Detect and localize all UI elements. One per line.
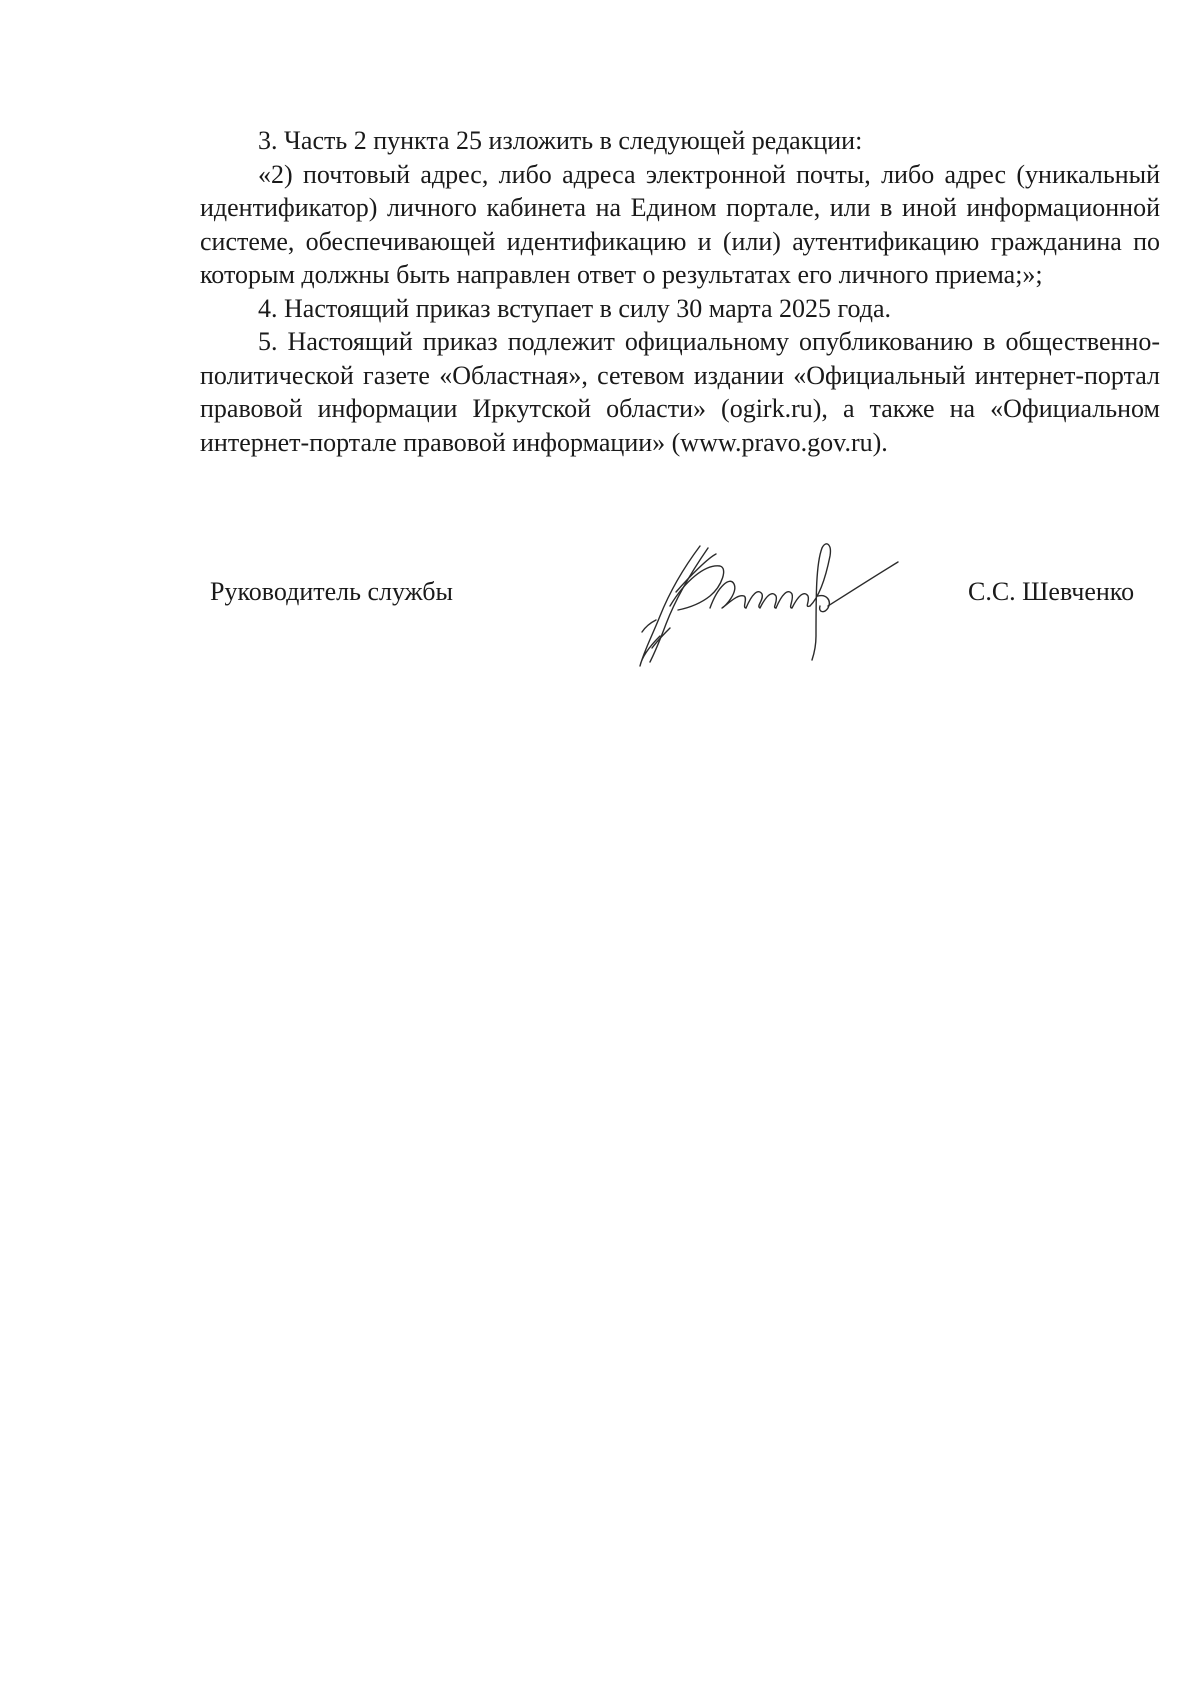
signature-block bbox=[0, 536, 1200, 676]
signatory-name: С.С. Шевченко bbox=[968, 577, 1135, 606]
document-body bbox=[200, 124, 1160, 459]
handwritten-signature-icon bbox=[630, 536, 910, 676]
signatory-position: Руководитель службы bbox=[210, 577, 453, 606]
paragraph-item-3: 3. Часть 2 пункта 25 изложить в следующей редакции: bbox=[258, 126, 863, 155]
paragraph-item-4: 4. Настоящий приказ вступает в силу 30 марта 2025 года. bbox=[258, 293, 892, 323]
paragraph-amended-text: «2) почтовый адрес, либо адреса электронной почты, либо адрес (уникальный идентификатор) личного кабинета на Едином портале, или в иной информационной системе, обеспечивающей идентификацию и (или) аутентификацию гражданина по которым должны быть направлен ответ о результатах его личного приема;»; bbox=[200, 159, 1160, 289]
paragraph-item-5: 5. Настоящий приказ подлежит официальному опубликованию в общественно-политической газете «Областная», сетевом издании «Официальный интернет-портал правовой информации Иркутской области» (ogirk.ru), а также на «Официальном интернет-портале правовой информации» (www.pravo.gov.ru). bbox=[200, 327, 1160, 457]
